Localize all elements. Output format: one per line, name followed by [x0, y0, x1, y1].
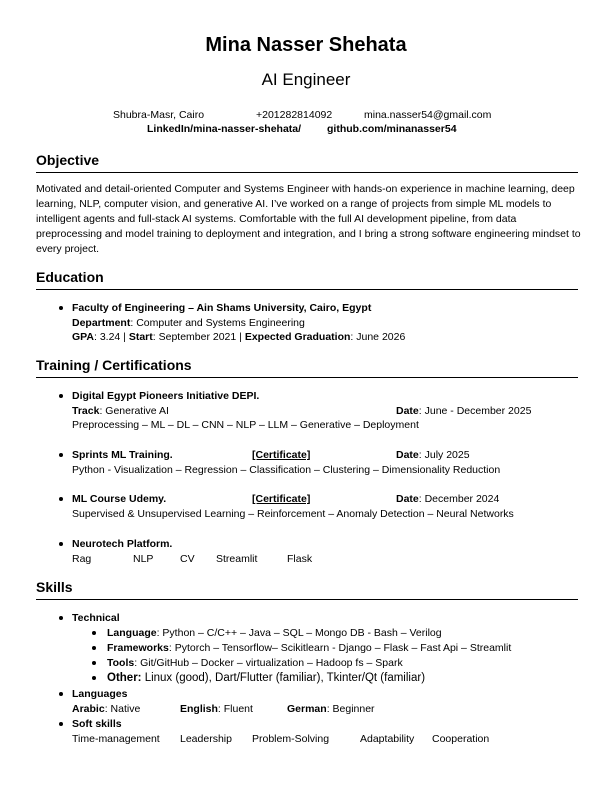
skills-divider: [36, 599, 578, 600]
contact-phone: +201282814092: [256, 109, 333, 121]
skill-frameworks: Frameworks: Pytorch – Tensorflow– Scikitlearn - Django – Flask – Fast Api – Streamlit: [107, 642, 512, 654]
bullet-icon: [59, 394, 63, 398]
soft-skill: Time-management: [72, 733, 160, 745]
depi-title: Digital Egypt Pioneers Initiative DEPI.: [72, 390, 260, 402]
education-dates: GPA: 3.24 | Start: September 2021 | Expected Graduation: June 2026: [72, 331, 406, 343]
objective-divider: [36, 172, 578, 173]
skill-other: Other: Linux (good), Dart/Flutter (familiar), Tkinter/Qt (familiar): [107, 672, 426, 684]
objective-text: Motivated and detail-oriented Computer and Systems Engineer with hands-on experience in machine learning, deep learning, NLP, computer vision, and generative AI. I’ve worked on a range of projects from simple ML models to intelligent agents and full-stack AI systems. Comfortable with the full AI development pipeline, from data preprocessing and model training to deployment and integration, and I bring a strong software engineering mindset to every project.: [36, 183, 581, 255]
depi-date: Date: June - December 2025: [396, 405, 532, 417]
contact-location: Shubra-Masr, Cairo: [113, 109, 205, 121]
soft-skill: Adaptability: [360, 733, 415, 745]
sprints-topics: Python - Visualization – Regression – Classification – Clustering – Dimensionality Reduction: [72, 464, 501, 476]
sprints-title: Sprints ML Training.: [72, 449, 173, 461]
neurotech-tag: NLP: [133, 553, 154, 565]
udemy-certificate-link[interactable]: [Certificate]: [252, 493, 311, 505]
resume-name: Mina Nasser Shehata: [205, 34, 407, 56]
skill-tools: Tools: Git/GitHub – Docker – virtualization – Hadoop fs – Spark: [107, 657, 403, 669]
depi-track: Track: Generative AI: [72, 405, 169, 417]
udemy-topics: Supervised & Unsupervised Learning – Reinforcement – Anomaly Detection – Neural Networks: [72, 508, 514, 520]
linkedin-link[interactable]: LinkedIn/mina-nasser-shehata/: [147, 123, 302, 135]
skills-heading: Skills: [36, 579, 73, 595]
soft-skill: Problem-Solving: [252, 733, 330, 745]
bullet-icon: [59, 692, 63, 696]
neurotech-tag: CV: [180, 553, 195, 565]
language-german: German: Beginner: [287, 703, 375, 715]
skill-language: Language: Python – C/C++ – Java – SQL – Mongo DB - Bash – Verilog: [107, 627, 442, 639]
bullet-icon: [59, 722, 63, 726]
bullet-icon: [59, 453, 63, 457]
bullet-icon: [92, 631, 96, 635]
bullet-icon: [59, 542, 63, 546]
udemy-title: ML Course Udemy.: [72, 493, 167, 505]
education-divider: [36, 289, 578, 290]
neurotech-tag: Rag: [72, 553, 92, 565]
bullet-icon: [92, 676, 96, 680]
sprints-certificate-link[interactable]: [Certificate]: [252, 449, 311, 461]
bullet-icon: [59, 616, 63, 620]
neurotech-title: Neurotech Platform.: [72, 538, 173, 550]
soft-skill: Leadership: [180, 733, 232, 745]
language-arabic: Arabic: Native: [72, 703, 141, 715]
education-school: Faculty of Engineering – Ain Shams University, Cairo, Egypt: [72, 302, 372, 314]
training-heading: Training / Certifications: [36, 357, 192, 373]
soft-skill: Cooperation: [432, 733, 490, 745]
bullet-icon: [59, 497, 63, 501]
udemy-date: Date: December 2024: [396, 493, 500, 505]
training-divider: [36, 377, 578, 378]
language-english: English: Fluent: [180, 703, 253, 715]
bullet-icon: [59, 306, 63, 310]
languages-label: Languages: [72, 688, 128, 700]
neurotech-tag: Flask: [287, 553, 313, 565]
technical-label: Technical: [72, 612, 120, 624]
education-heading: Education: [36, 269, 104, 285]
sprints-date: Date: July 2025: [396, 449, 470, 461]
bullet-icon: [92, 646, 96, 650]
resume-title: AI Engineer: [261, 70, 351, 89]
neurotech-tag: Streamlit: [216, 553, 258, 565]
depi-topics: Preprocessing – ML – DL – CNN – NLP – LLM – Generative – Deployment: [72, 419, 419, 431]
contact-email[interactable]: mina.nasser54@gmail.com: [364, 109, 492, 121]
github-link[interactable]: github.com/minanasser54: [327, 123, 457, 135]
soft-skills-label: Soft skills: [72, 718, 122, 730]
objective-heading: Objective: [36, 152, 100, 168]
education-department: Department: Computer and Systems Engineering: [72, 317, 305, 329]
bullet-icon: [92, 661, 96, 665]
